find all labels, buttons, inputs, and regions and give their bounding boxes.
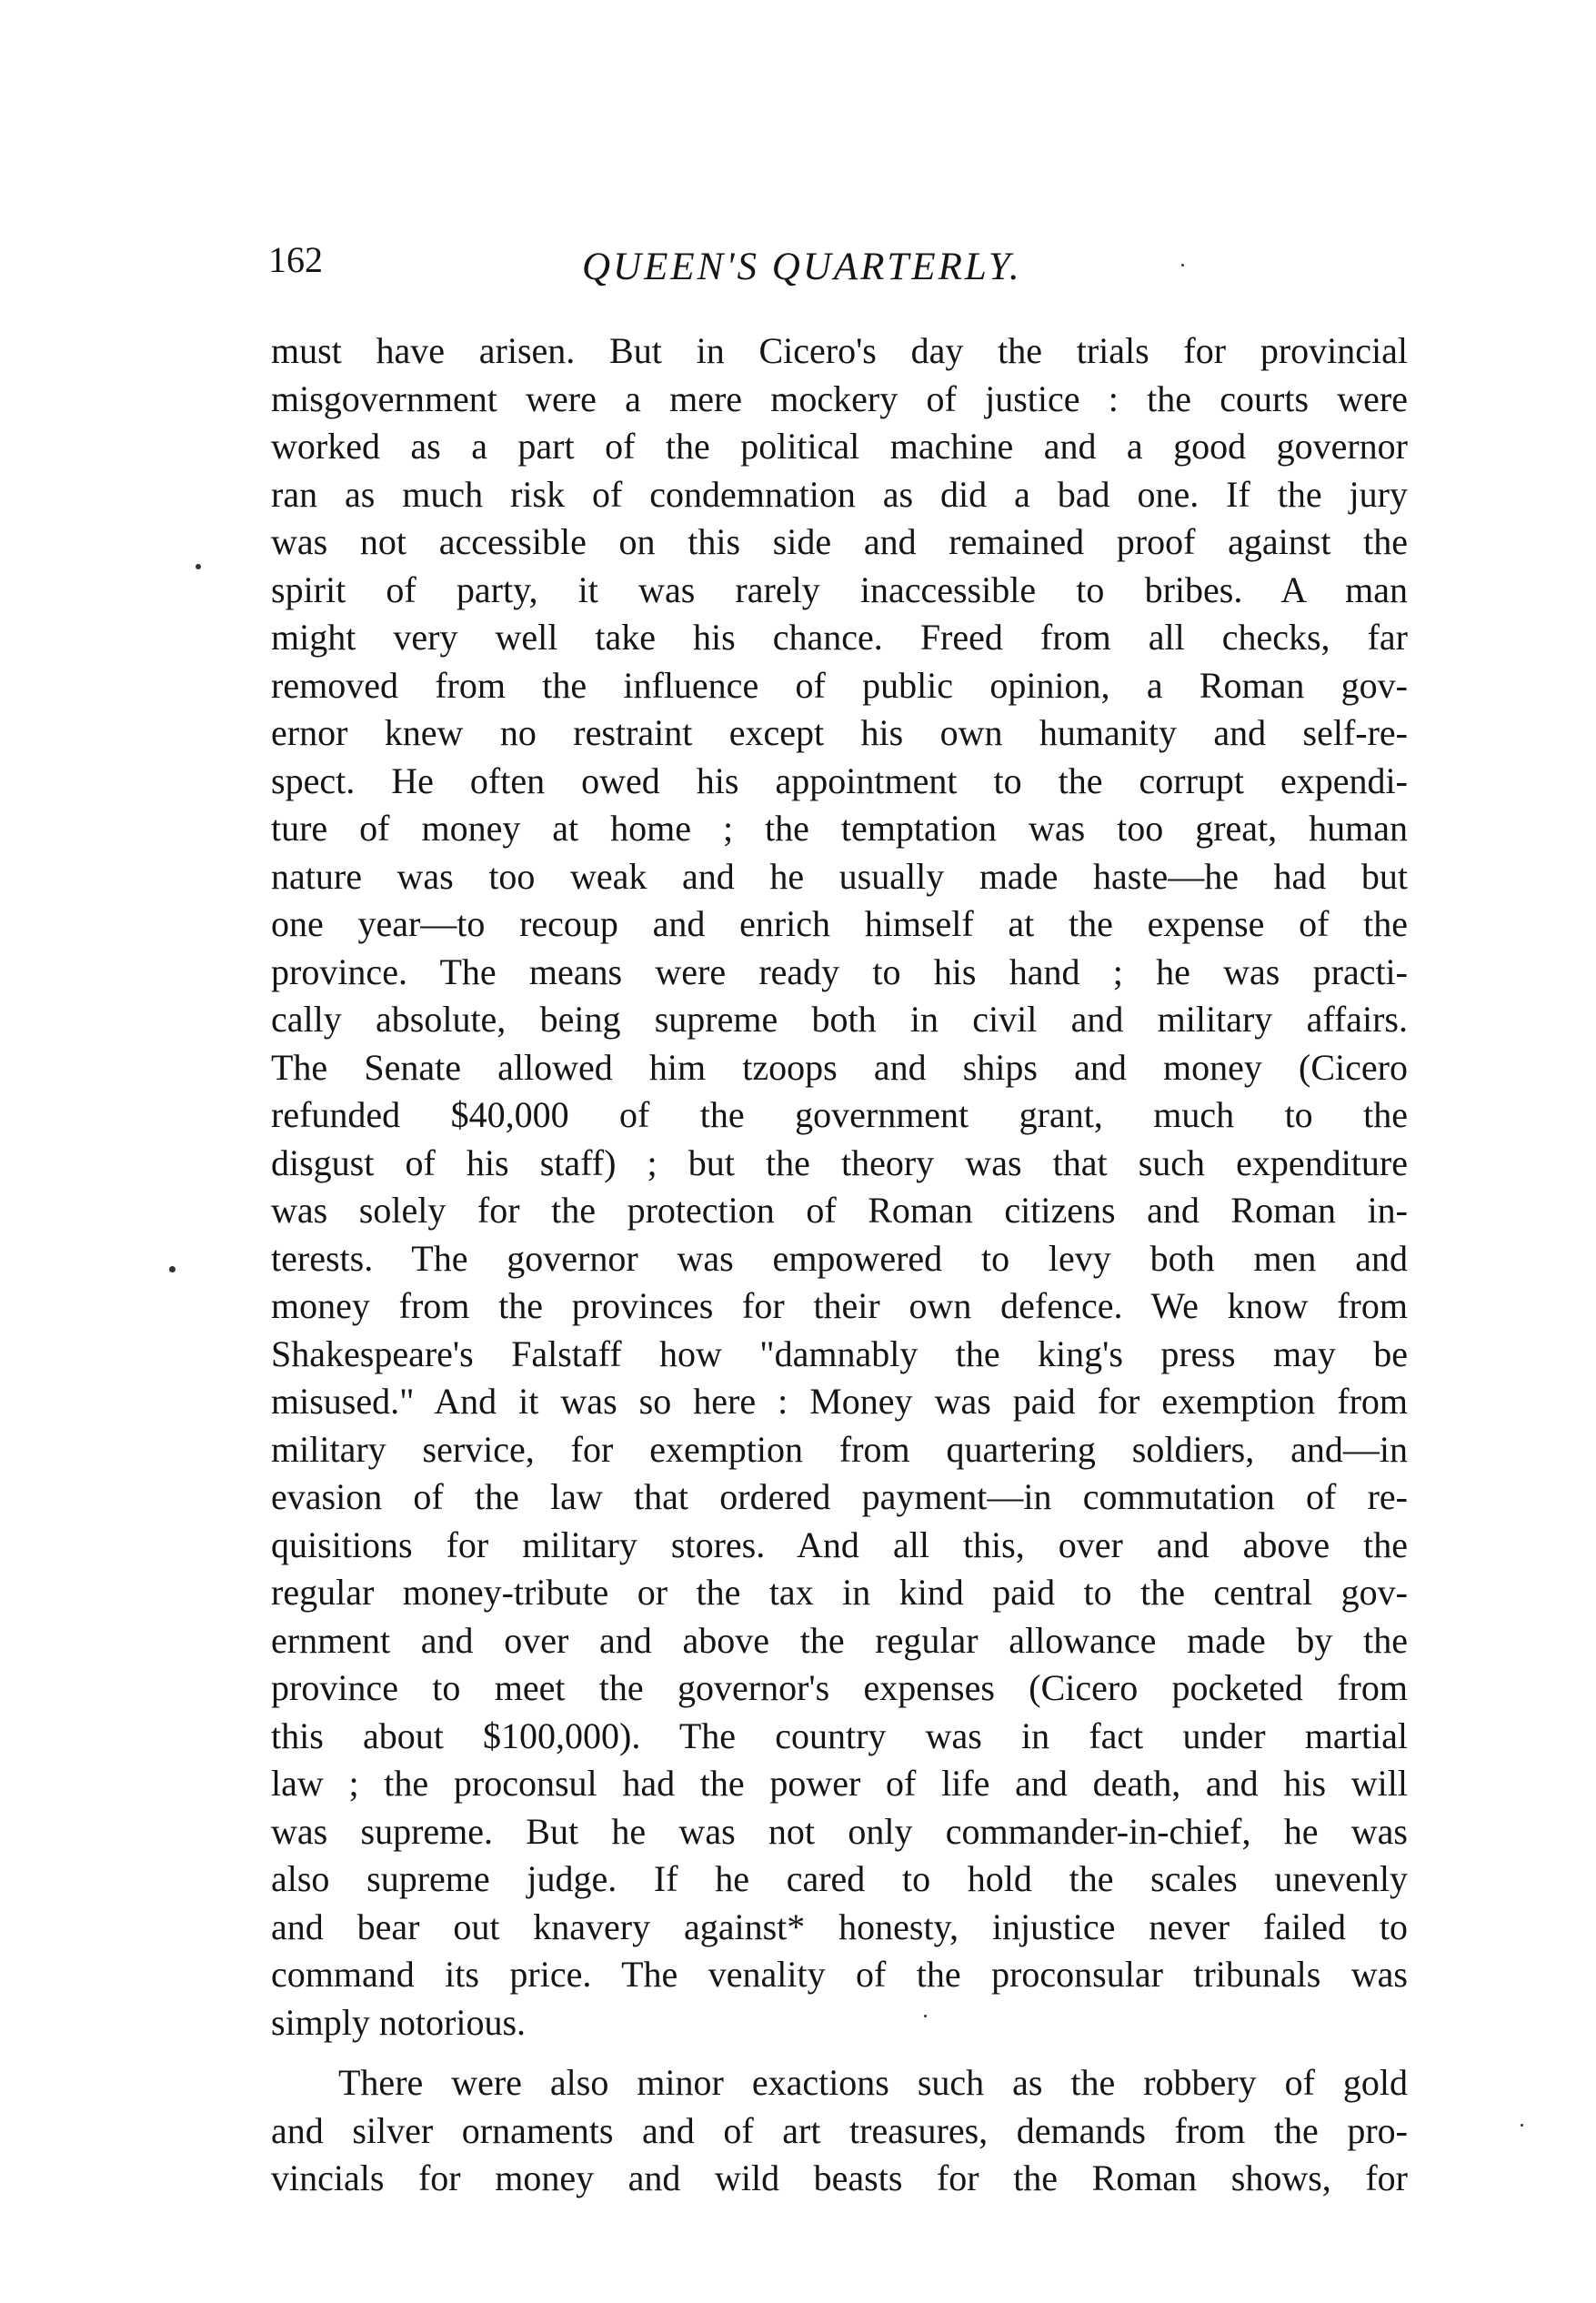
text-line: must have arisen. But in Cicero's day the trials for provincial [271, 330, 1408, 371]
text-line: might very well take his chance. Freed from all checks, far [271, 617, 1408, 658]
running-title: QUEEN'S QUARTERLY. [582, 246, 1022, 288]
text-line: military service, for exemption from quartering soldiers, and—in [271, 1428, 1408, 1470]
print-speck [924, 2015, 927, 2017]
text-line: ture of money at home ; the temptation was too great, human [271, 808, 1408, 849]
text-line: removed from the influence of public opinion, a Roman gov- [271, 664, 1408, 706]
text-line: law ; the proconsul had the power of life and death, and his will [271, 1763, 1408, 1804]
text-line: misused." And it was so here : Money was paid for exemption from [271, 1381, 1408, 1422]
text-line: quisitions for military stores. And all this, over and above the [271, 1524, 1408, 1565]
text-line: nature was too weak and he usually made haste—he had but [271, 855, 1408, 897]
text-line: and silver ornaments and of art treasures, demands from the pro- [271, 2109, 1408, 2151]
paragraph-gap [271, 2047, 1408, 2059]
body-text [271, 327, 1408, 2203]
text-line: misgovernment were a mere mockery of justice : the courts were [271, 377, 1408, 419]
text-line: The Senate allowed him tzoops and ships and money (Cicero [271, 1046, 1408, 1088]
text-line: ran as much risk of condemnation as did a bad one. If the jury [271, 473, 1408, 515]
text-line: worked as a part of the political machine and a good governor [271, 426, 1408, 467]
text-line: spirit of party, it was rarely inaccessible to bribes. A man [271, 568, 1408, 610]
text-line: simply notorious. [271, 2001, 527, 2043]
text-line: was supreme. But he was not only commander-in-chief, he was [271, 1810, 1408, 1852]
text-line: disgust of his staff) ; but the theory was that such expenditure [271, 1141, 1408, 1183]
print-speck [169, 1266, 176, 1272]
text-line: province to meet the governor's expenses (Cicero pocketed from [271, 1667, 1408, 1708]
text-line: money from the provinces for their own defence. We know from [271, 1285, 1408, 1326]
text-line: this about $100,000). The country was in fact under martial [271, 1715, 1408, 1756]
text-line: regular money-tribute or the tax in kind paid to the central gov- [271, 1572, 1408, 1613]
text-line: terests. The governor was empowered to levy both men and [271, 1237, 1408, 1279]
text-line: ernor knew no restraint except his own humanity and self-re- [271, 712, 1408, 753]
text-line: cally absolute, being supreme both in civil and military affairs. [271, 999, 1408, 1040]
text-line: evasion of the law that ordered payment—in commutation of re- [271, 1476, 1408, 1517]
print-speck [1521, 2124, 1523, 2127]
paragraph-1 [271, 327, 1408, 2047]
text-line: was solely for the protection of Roman citizens and Roman in- [271, 1190, 1408, 1231]
text-line: and bear out knavery against* honesty, injustice never failed to [271, 1906, 1408, 1947]
text-line: was not accessible on this side and remained proof against the [271, 521, 1408, 562]
text-line: ernment and over and above the regular allowance made by the [271, 1619, 1408, 1661]
text-line: vincials for money and wild beasts for the Roman shows, for [271, 2157, 1408, 2198]
text-line: one year—to recoup and enrich himself at the expense of the [271, 903, 1408, 944]
text-line: province. The means were ready to his hand ; he was practi- [271, 950, 1408, 992]
print-speck [196, 564, 201, 569]
text-line: also supreme judge. If he cared to hold the scales unevenly [271, 1858, 1408, 1899]
page-number: 162 [268, 239, 323, 280]
text-line: spect. He often owed his appointment to the corrupt expendi- [271, 759, 1408, 801]
text-line: command its price. The venality of the proconsular tribunals was [271, 1954, 1408, 1995]
text-line: There were also minor exactions such as the robbery of gold [338, 2062, 1408, 2103]
text-line: Shakespeare's Falstaff how "damnably the king's press may be [271, 1333, 1408, 1374]
paragraph-2 [271, 2059, 1408, 2203]
print-speck [1181, 264, 1184, 267]
text-line: refunded $40,000 of the government grant, much to the [271, 1094, 1408, 1135]
